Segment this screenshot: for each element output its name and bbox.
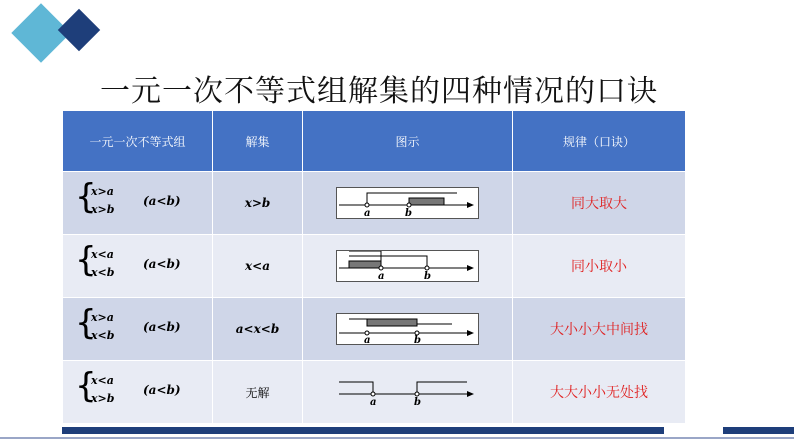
rule-text: 同小取小 xyxy=(571,259,627,275)
label-a: a xyxy=(370,397,377,407)
inequality-1: x<a xyxy=(91,248,114,261)
condition: (a<b) xyxy=(143,383,181,397)
inequality-system xyxy=(71,240,201,286)
axis-arrow-icon xyxy=(467,391,474,397)
solution-set: a<x<b xyxy=(235,322,280,336)
diagram-cell xyxy=(303,235,513,298)
shaded-solution xyxy=(409,198,444,205)
rule-cell xyxy=(513,361,686,424)
label-a: a xyxy=(378,271,385,281)
solution-cell xyxy=(213,298,303,361)
label-b: b xyxy=(405,208,412,218)
inequality-2: x>b xyxy=(91,392,115,405)
point-b xyxy=(407,203,411,207)
solution-set: 无解 xyxy=(245,385,270,400)
point-b xyxy=(415,392,419,396)
table-header-row xyxy=(63,111,686,172)
point-a xyxy=(371,392,375,396)
condition: (a<b) xyxy=(143,320,181,334)
label-b: b xyxy=(414,397,421,407)
decor-square-dark xyxy=(58,9,100,51)
footer-bar xyxy=(62,427,664,434)
brace-icon: { xyxy=(75,303,97,343)
inequality-1: x>a xyxy=(91,311,114,324)
system-cell xyxy=(63,298,213,361)
system-cell xyxy=(63,172,213,235)
table-row xyxy=(63,298,686,361)
brace-icon: { xyxy=(75,240,97,280)
solution-set: x>b xyxy=(244,196,271,210)
table-row xyxy=(63,235,686,298)
axis-arrow-icon xyxy=(467,265,474,271)
range-b xyxy=(417,382,467,394)
header-system: 一元一次不等式组 xyxy=(63,111,213,172)
system-cell xyxy=(63,235,213,298)
header-diagram: 图示 xyxy=(303,111,513,172)
header-rule: 规律（口诀） xyxy=(513,111,686,172)
diagram-cell xyxy=(303,172,513,235)
solution-cell xyxy=(213,235,303,298)
solution-cell xyxy=(213,361,303,424)
diagram-cell xyxy=(303,361,513,424)
rule-text: 同大取大 xyxy=(571,196,627,212)
solution-set: x<a xyxy=(245,259,270,273)
page-title: 一元一次不等式组解集的四种情况的口诀 xyxy=(100,74,658,109)
inequality-system xyxy=(71,303,201,349)
inequality-2: x>b xyxy=(91,203,115,216)
rule-cell xyxy=(513,235,686,298)
shaded-solution xyxy=(367,319,417,326)
number-line-diagram xyxy=(337,377,478,407)
number-line-diagram xyxy=(336,313,479,345)
label-b: b xyxy=(424,271,431,281)
rule-cell xyxy=(513,172,686,235)
shaded-solution xyxy=(349,261,381,268)
label-b: b xyxy=(414,335,421,344)
footer-bar-right xyxy=(723,427,794,434)
header-solution: 解集 xyxy=(213,111,303,172)
brace-icon: { xyxy=(75,177,97,217)
table-row xyxy=(63,172,686,235)
solution-cell xyxy=(213,172,303,235)
footer-line xyxy=(0,437,794,439)
inequality-table xyxy=(62,110,686,424)
number-line-diagram xyxy=(336,187,479,219)
point-a xyxy=(365,203,369,207)
condition: (a<b) xyxy=(143,257,181,271)
axis-arrow-icon xyxy=(467,330,474,336)
inequality-1: x<a xyxy=(91,374,114,387)
inequality-system xyxy=(71,366,201,412)
axis-arrow-icon xyxy=(467,202,474,208)
rule-text: 大小小大中间找 xyxy=(550,322,648,338)
condition: (a<b) xyxy=(143,194,181,208)
brace-icon: { xyxy=(75,366,97,406)
diagram-cell xyxy=(303,298,513,361)
label-a: a xyxy=(364,335,371,344)
point-a xyxy=(379,266,383,270)
point-b xyxy=(425,266,429,270)
inequality-system xyxy=(71,177,201,223)
inequality-2: x<b xyxy=(91,329,115,342)
inequality-1: x>a xyxy=(91,185,114,198)
table-row xyxy=(63,361,686,424)
rule-cell xyxy=(513,298,686,361)
number-line-diagram xyxy=(336,250,479,282)
inequality-2: x<b xyxy=(91,266,115,279)
rule-text: 大大小小无处找 xyxy=(550,385,648,401)
range-a xyxy=(339,382,373,394)
system-cell xyxy=(63,361,213,424)
label-a: a xyxy=(364,208,371,218)
